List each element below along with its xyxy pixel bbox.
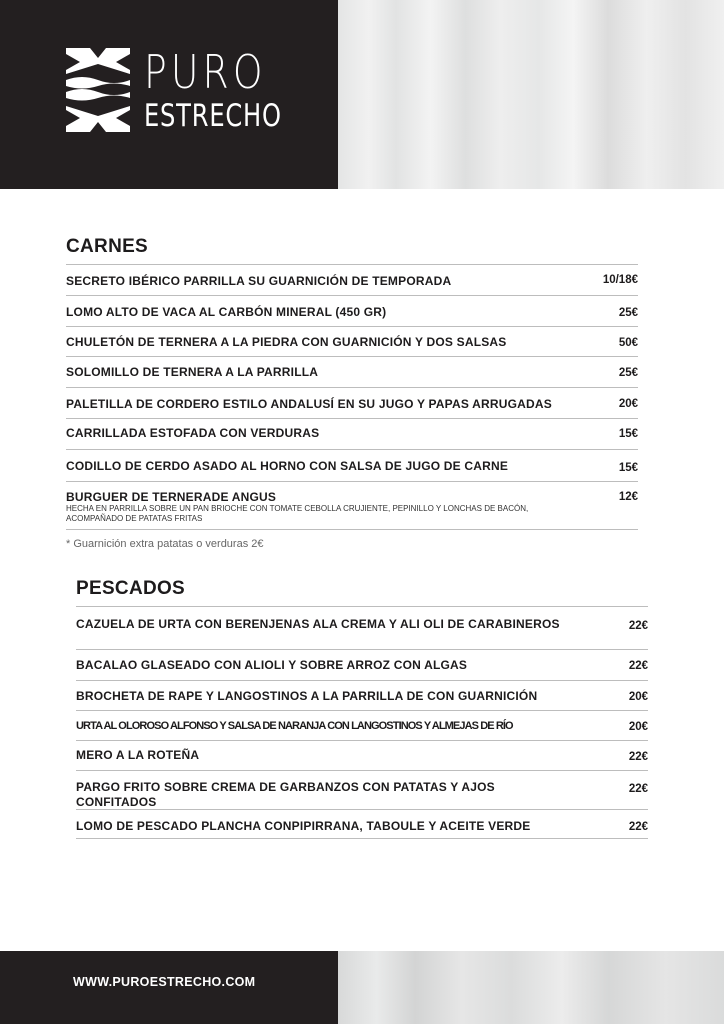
item-name: BACALAO GLASEADO CON ALIOLI Y SOBRE ARROZ CON ALGAS [76, 658, 468, 672]
item-price: 22€ [628, 751, 648, 763]
menu-item [76, 741, 648, 771]
menu-item [66, 327, 638, 357]
garnish-note: * Guarnición extra patatas o verduras 2€ [66, 538, 264, 550]
item-price: 20€ [628, 721, 648, 733]
item-name: CARRILLADA ESTOFADA CON VERDURAS [66, 426, 320, 440]
menu-item [76, 650, 648, 681]
item-name: SOLOMILLO DE TERNERA A LA PARRILLA [66, 365, 319, 379]
menu-item [76, 771, 648, 810]
menu-item [66, 482, 638, 530]
item-name: PARGO FRITO SOBRE CREMA DE GARBANZOS CON PATATAS Y AJOS [76, 780, 495, 794]
item-price: 20€ [628, 691, 648, 703]
header-marble-panel [338, 0, 724, 189]
item-price: 15€ [618, 428, 638, 440]
item-price: 22€ [628, 660, 648, 672]
menu-item [76, 810, 648, 839]
item-name-continued: CONFITADOS [76, 795, 157, 809]
item-name: CHULETÓN DE TERNERA A LA PIEDRA CON GUARNICIÓN Y DOS SALSAS [66, 335, 507, 349]
footer-marble-panel [338, 951, 724, 1024]
item-price: 12€ [618, 491, 638, 503]
item-price: 22€ [628, 821, 648, 833]
menu-item [66, 419, 638, 450]
item-description: HECHA EN PARRILLA SOBRE UN PAN BRIOCHE CON TOMATE CEBOLLA CRUJIENTE, PEPINILLO Y LONCHAS DE BACÓN, ACOMPAÑADO DE PATATAS FRITAS [66, 504, 529, 523]
section-pescados [76, 578, 648, 839]
item-price: 25€ [618, 307, 638, 319]
section-carnes [66, 236, 638, 530]
item-name: BURGUER DE TERNERADE ANGUS [66, 490, 277, 504]
item-price: 10/18€ [602, 274, 638, 286]
menu-item [76, 711, 648, 741]
item-name: LOMO DE PESCADO PLANCHA CONPIPIRRANA, TABOULE Y ACEITE VERDE [76, 819, 531, 833]
item-name: CAZUELA DE URTA CON BERENJENAS ALA CREMA Y ALI OLI DE CARABINEROS [76, 617, 560, 631]
menu-item [66, 265, 638, 296]
item-name: SECRETO IBÉRICO PARRILLA SU GUARNICIÓN DE TEMPORADA [66, 274, 452, 288]
item-price: 20€ [618, 398, 638, 410]
item-name: MERO A LA ROTEÑA [76, 748, 200, 762]
menu-item [76, 681, 648, 711]
item-name: LOMO ALTO DE VACA AL CARBÓN MINERAL (450 GR) [66, 305, 387, 319]
item-name: PALETILLA DE CORDERO ESTILO ANDALUSÍ EN SU JUGO Y PAPAS ARRUGADAS [66, 397, 552, 411]
menu-item [66, 450, 638, 482]
menu-item [76, 607, 648, 650]
item-name: BROCHETA DE RAPE Y LANGOSTINOS A LA PARRILLA DE CON GUARNICIÓN [76, 689, 538, 703]
wave-chevron-mark-icon [66, 48, 130, 132]
website-url: WWW.PUROESTRECHO.COM [73, 975, 256, 989]
item-price: 15€ [618, 462, 638, 474]
brand-name-line2: ESTRECHO [144, 97, 282, 134]
brand-logo [66, 44, 321, 134]
menu-item [66, 388, 638, 419]
section-title: PESCADOS [76, 578, 186, 599]
item-name: CODILLO DE CERDO ASADO AL HORNO CON SALSA DE JUGO DE CARNE [66, 459, 509, 473]
menu-item [66, 357, 638, 388]
item-price: 25€ [618, 367, 638, 379]
item-name: URTA AL OLOROSO ALFONSO Y SALSA DE NARANJA CON LANGOSTINOS Y ALMEJAS DE RÍO [76, 720, 513, 732]
menu-item [66, 296, 638, 327]
item-price: 22€ [628, 783, 648, 795]
section-title: CARNES [66, 236, 149, 257]
item-price: 50€ [618, 337, 638, 349]
item-price: 22€ [628, 620, 648, 632]
brand-name-line1: PURO [144, 44, 267, 99]
